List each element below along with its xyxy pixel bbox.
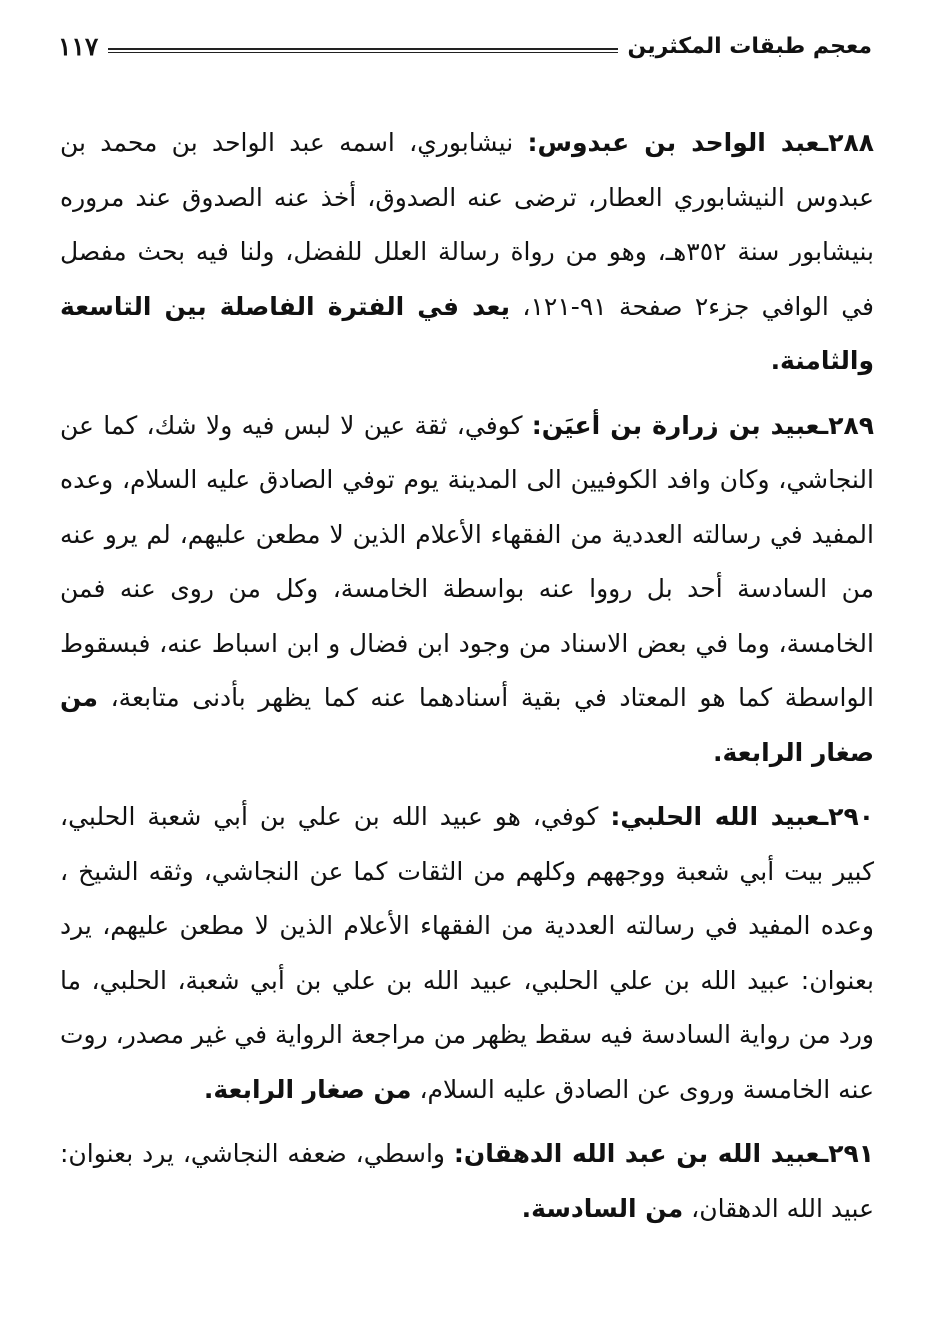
entry-text: واسطي، ضعفه النجاشي، يرد بعنوان: عبيد الله الدهقان، [60, 1139, 874, 1223]
entry-name: عبد الواحد بن عبدوس: [527, 128, 820, 157]
entry-text: كوفي، ثقة عين لا لبس فيه ولا شك، كما عن النجاشي، وكان وافد الكوفيين الى المدينة يوم توفي الصادق عليه السلام، وعده المفيد في رسالته العددية من الفقهاء الأعلام الذين لا مطعن عليهم، لم يرو عنه من السادسة أحد بل رووا عنه بواسطة الخامسة، وكل من روى عنه فمن الخامسة، وما في بعض الاسناد من وجود ابن فضال و ابن اسباط عنه، فبسقوط الواسطة كما هو المعتاد في بقية أسنادهما عنه كما يظهر بأدنى متابعة، [60, 410, 874, 712]
entry-291 [60, 1127, 874, 1236]
entry-name: عبيد الله الحلبي: [610, 802, 820, 831]
entry-tier: من صغار الرابعة. [203, 1074, 412, 1104]
entry-number: ٢٩٠ـ [819, 802, 875, 831]
entry-number: ٢٨٨ـ [819, 128, 874, 157]
page-number: ١١٧ [58, 31, 99, 61]
running-header [58, 26, 872, 66]
entry-tier: من صغار الرابعة. [60, 683, 874, 767]
entry-name: عبيد الله بن عبد الله الدهقان: [453, 1139, 820, 1168]
entry-text: نيشابوري، اسمه عبد الواحد بن محمد بن عبدوس النيشابوري العطار، ترضى عنه الصدوق، أخذ عنه الصدوق عند مروره بنيشابور سنة ٣٥٢هـ، وهو من رواة رسالة العلل للفضل، ولنا فيه بحث مفصل في الوافي جزء٢ صفحة ٩١-١٢١، [60, 128, 875, 321]
entry-tier: يعد في الفترة الفاصلة بين التاسعة والثامنة. [60, 291, 874, 375]
entry-number: ٢٨٩ـ [819, 410, 874, 440]
entry-number: ٢٩١ـ [819, 1139, 874, 1168]
page-body [60, 116, 874, 1246]
entry-tier: من السادسة. [521, 1193, 684, 1223]
entry-name: عبيد بن زرارة بن أعيَن: [531, 410, 820, 440]
entry-289 [60, 399, 874, 781]
book-title: معجم طبقات المكثرين [627, 33, 872, 59]
header-rule [108, 48, 617, 53]
entry-288 [60, 116, 874, 389]
entry-text: كوفي، هو عبيد الله بن علي بن أبي شعبة الحلبي، كبير بيت أبي شعبة ووجههم وكلهم من الثقات كما عن النجاشي، وثقه الشيخ ، وعده المفيد في رسالته العددية من الفقهاء الأعلام الذين لا مطعن عليهم، يرد بعنوان: عبيد الله بن علي الحلبي، عبيد الله بن علي بن أبي شعبة، الحلبي، ما ورد من رواية السادسة فيه سقط يظهر من مراجعة الرواية في غير مصدر، روت عنه الخامسة وروى عن الصادق عليه السلام، [60, 802, 874, 1104]
entry-290 [60, 790, 874, 1117]
